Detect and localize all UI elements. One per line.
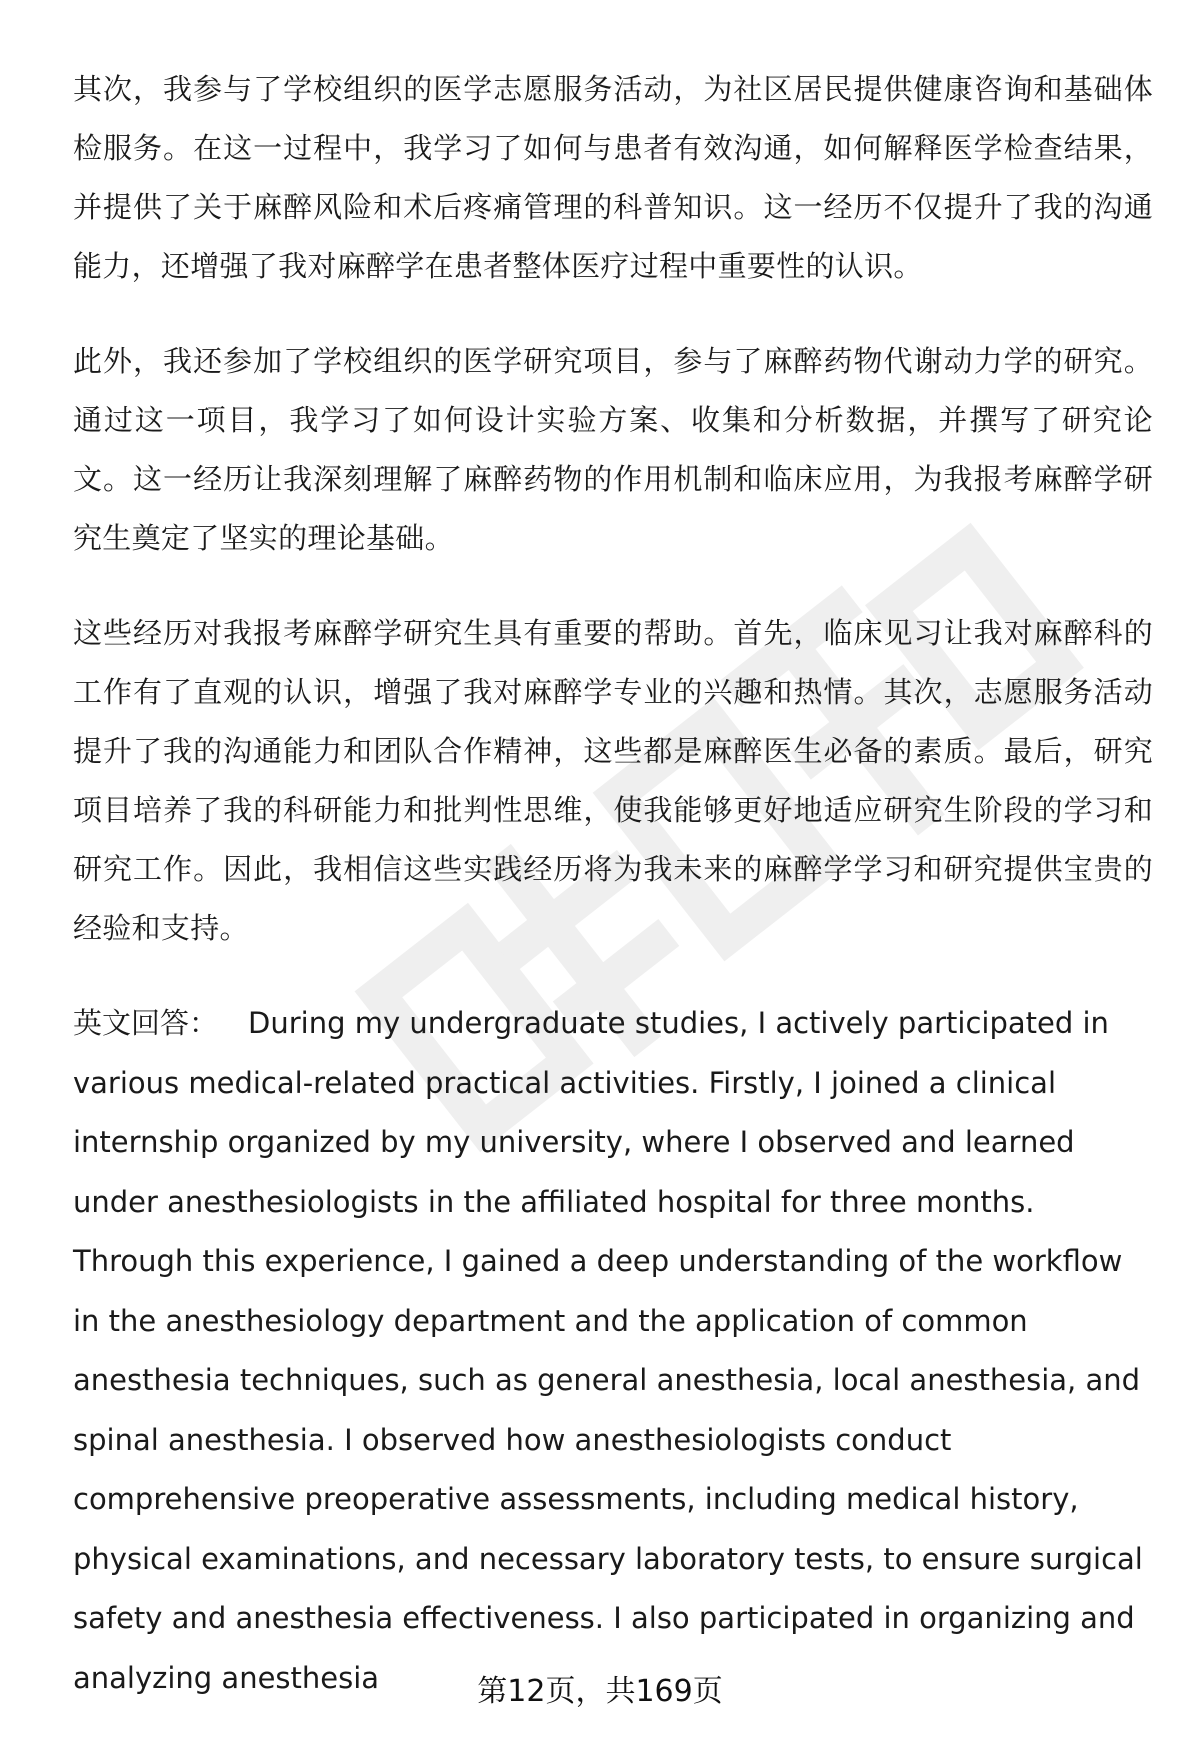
paragraph-summary: 这些经历对我报考麻醉学研究生具有重要的帮助。首先，临床见习让我对麻醉科的工作有了直观的认识，增强了我对麻醉学专业的兴趣和热情。其次，志愿服务活动提升了我的沟通能力和团队合作精神，这些都是麻醉医生必备的素质。最后，研究项目培养了我的科研能力和批判性思维，使我能够更好地适应研究生阶段的学习和研究工作。因此，我相信这些实践经历将为我未来的麻醉学学习和研究提供宝贵的经验和支持。 — [73, 616, 1153, 945]
english-answer-text: During my undergraduate studies, I actively participated in various medical-related practical activities. Firstly, I joined a clinical internship organized by my university, where I observed and learned under anesthesiologists in the affiliated hospital for three months. Through this experience, I gained a deep understanding of the workflow in the anesthesiology department and the application of common anesthesia techniques, such as general anesthesia, local anesthesia, and spinal anesthesia. I observed how anesthesiologists conduct comprehensive preoperative assessments, including medical history, physical examinations, and necessary laboratory tests, to ensure surgical safety and anesthesia effectiveness. I also participated in organizing and analyzing anesthesia — [73, 1006, 1143, 1695]
paragraph-volunteer: 其次，我参与了学校组织的医学志愿服务活动，为社区居民提供健康咨询和基础体检服务。在这一过程中，我学习了如何与患者有效沟通，如何解释医学检查结果，并提供了关于麻醉风险和术后疼痛管理的科普知识。这一经历不仅提升了我的沟通能力，还增强了我对麻醉学在患者整体医疗过程中重要性的认识。 — [73, 72, 1153, 283]
english-answer-label: 英文回答： — [73, 1006, 219, 1040]
paragraph-research: 此外，我还参加了学校组织的医学研究项目，参与了麻醉药物代谢动力学的研究。通过这一项目，我学习了如何设计实验方案、收集和分析数据，并撰写了研究论文。这一经历让我深刻理解了麻醉药物的作用机制和临床应用，为我报考麻醉学研究生奠定了坚实的理论基础。 — [73, 344, 1153, 555]
paragraph-english-answer — [73, 994, 1153, 1708]
page-number: 第12页，共169页 — [477, 1674, 723, 1709]
document-body — [73, 60, 1153, 1744]
